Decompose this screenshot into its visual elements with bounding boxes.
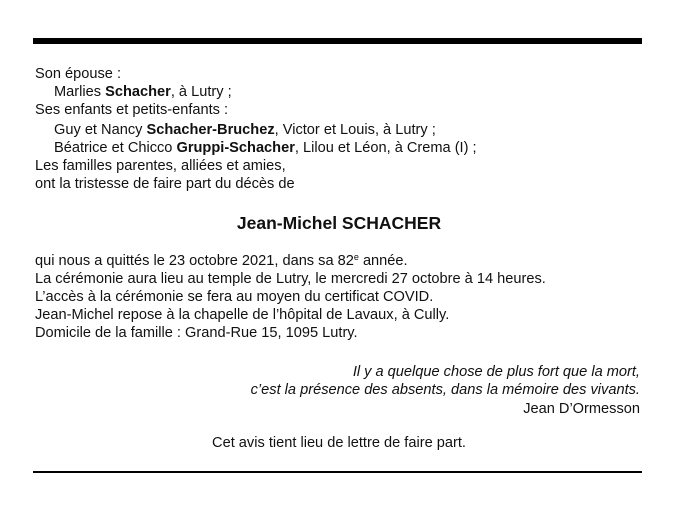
- child1-surname: Schacher-Bruchez: [146, 122, 275, 138]
- ceremony-line: La cérémonie aura lieu au temple de Lutry, le mercredi 27 octobre à 14 heures.: [35, 271, 546, 287]
- child2-surname: Gruppi-Schacher: [176, 140, 295, 156]
- sadness-line: ont la tristesse de faire part du décès de: [35, 176, 295, 192]
- spouse-surname: Schacher: [105, 84, 171, 100]
- top-rule: [33, 38, 642, 44]
- spouse-label: Son épouse :: [35, 66, 122, 82]
- quote-line-1: Il y a quelque chose de plus fort que la mort,: [352, 364, 640, 380]
- rests-line: Jean-Michel repose à la chapelle de l’hôpital de Lavaux, à Cully.: [35, 307, 450, 323]
- bottom-rule: [33, 471, 642, 473]
- child2-line: Béatrice et Chicco Gruppi-Schacher, Lilou et Léon, à Crema (I) ;: [54, 140, 477, 156]
- quote-author: Jean D’Ormesson: [523, 401, 640, 417]
- access-line: L’accès à la cérémonie se fera au moyen du certificat COVID.: [35, 289, 434, 305]
- deceased-name: Jean-Michel SCHACHER: [236, 213, 442, 233]
- quote-line-2: c’est la présence des absents, dans la mémoire des vivants.: [250, 382, 640, 398]
- address-line: Domicile de la famille : Grand-Rue 15, 1095 Lutry.: [35, 325, 358, 341]
- death-line: qui nous a quittés le 23 octobre 2021, dans sa 82e année.: [35, 252, 408, 269]
- spouse-line: Marlies Schacher, à Lutry ;: [54, 84, 232, 100]
- closing-line: Cet avis tient lieu de lettre de faire part.: [212, 435, 466, 451]
- child1-line: Guy et Nancy Schacher-Bruchez, Victor et Louis, à Lutry ;: [54, 122, 436, 138]
- children-label: Ses enfants et petits-enfants :: [35, 102, 229, 118]
- families-line: Les familles parentes, alliées et amies,: [35, 158, 286, 174]
